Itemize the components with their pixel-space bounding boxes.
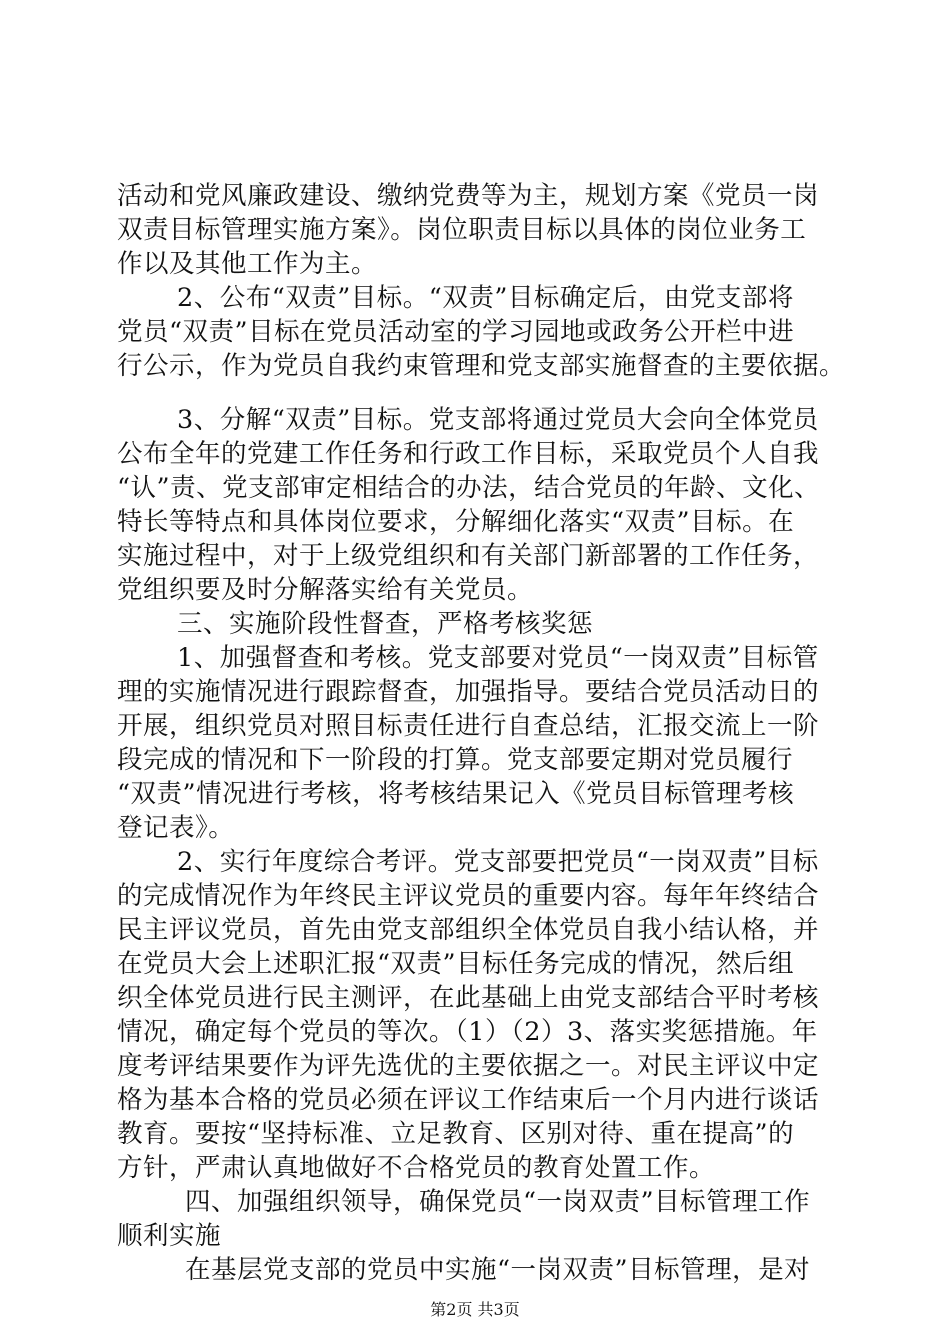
text-line-8: 公布全年的党建工作任务和行政工作目标，采取党员个人自我 [117, 439, 820, 469]
text-line-26: 度考评结果要作为评先选优的主要依据之一。对民主评议中定 [117, 1051, 820, 1081]
text-line-3: 作以及其他工作为主。 [117, 249, 378, 279]
text-line-21: 的完成情况作为年终民主评议党员的重要内容。每年年终结合 [117, 881, 820, 911]
text-line-31: 顺利实施 [117, 1221, 222, 1251]
text-line-28: 教育。要按“坚持标准、立足教育、区别对待、重在提高”的 [117, 1119, 795, 1149]
text-line-18: “双责”情况进行考核，将考核结果记入《党员目标管理考核 [117, 779, 795, 809]
text-line-2: 双责目标管理实施方案》。岗位职责目标以具体的岗位业务工 [117, 215, 807, 245]
text-line-22: 民主评议党员，首先由党支部组织全体党员自我小结认格，并 [117, 915, 820, 945]
text-line-4: 2、公布“双责”目标。“双责”目标确定后，由党支部将 [177, 283, 794, 313]
text-line-14: 1、加强督查和考核。党支部要对党员“一岗双责”目标管 [177, 643, 819, 673]
text-line-7: 3、分解“双责”目标。党支部将通过党员大会向全体党员 [177, 405, 819, 435]
text-line-5: 党员“双责”目标在党员活动室的学习园地或政务公开栏中进 [117, 317, 795, 347]
page-footer: 第2页 共3页 [430, 1300, 520, 1319]
text-line-9: “认”责、党支部审定相结合的办法，结合党员的年龄、文化、 [117, 473, 821, 503]
text-line-6: 行公示，作为党员自我约束管理和党支部实施督查的主要依据。 [117, 351, 846, 381]
text-line-24: 织全体党员进行民主测评，在此基础上由党支部结合平时考核 [117, 983, 820, 1013]
text-line-27: 格为基本合格的党员必须在评议工作结束后一个月内进行谈话 [117, 1085, 820, 1115]
text-line-11: 实施过程中，对于上级党组织和有关部门新部署的工作任务， [117, 541, 820, 571]
text-line-15: 理的实施情况进行跟踪督查，加强指导。要结合党员活动日的 [117, 677, 820, 707]
text-line-1: 活动和党风廉政建设、缴纳党费等为主，规划方案《党员一岗 [117, 181, 820, 211]
text-line-16: 开展，组织党员对照目标责任进行自查总结，汇报交流上一阶 [117, 711, 820, 741]
text-line-17: 段完成的情况和下一阶段的打算。党支部要定期对党员履行 [117, 745, 794, 775]
text-line-32: 在基层党支部的党员中实施“一岗双责”目标管理，是对 [185, 1255, 811, 1285]
text-line-23: 在党员大会上述职汇报“双责”目标任务完成的情况，然后组 [117, 949, 795, 979]
section-heading-4: 四、加强组织领导，确保党员“一岗双责”目标管理工作 [185, 1187, 811, 1217]
section-heading-3: 三、实施阶段性督查，严格考核奖惩 [177, 609, 594, 639]
text-line-25: 情况，确定每个党员的等次。（1）（2）3、落实奖惩措施。年 [117, 1017, 818, 1047]
text-line-29: 方针，严肃认真地做好不合格党员的教育处置工作。 [117, 1153, 716, 1183]
text-line-20: 2、实行年度综合考评。党支部要把党员“一岗双责”目标 [177, 847, 819, 877]
text-line-12: 党组织要及时分解落实给有关党员。 [117, 575, 534, 605]
text-line-10: 特长等特点和具体岗位要求，分解细化落实“双责”目标。在 [117, 507, 795, 537]
text-line-19: 登记表》。 [117, 813, 235, 843]
